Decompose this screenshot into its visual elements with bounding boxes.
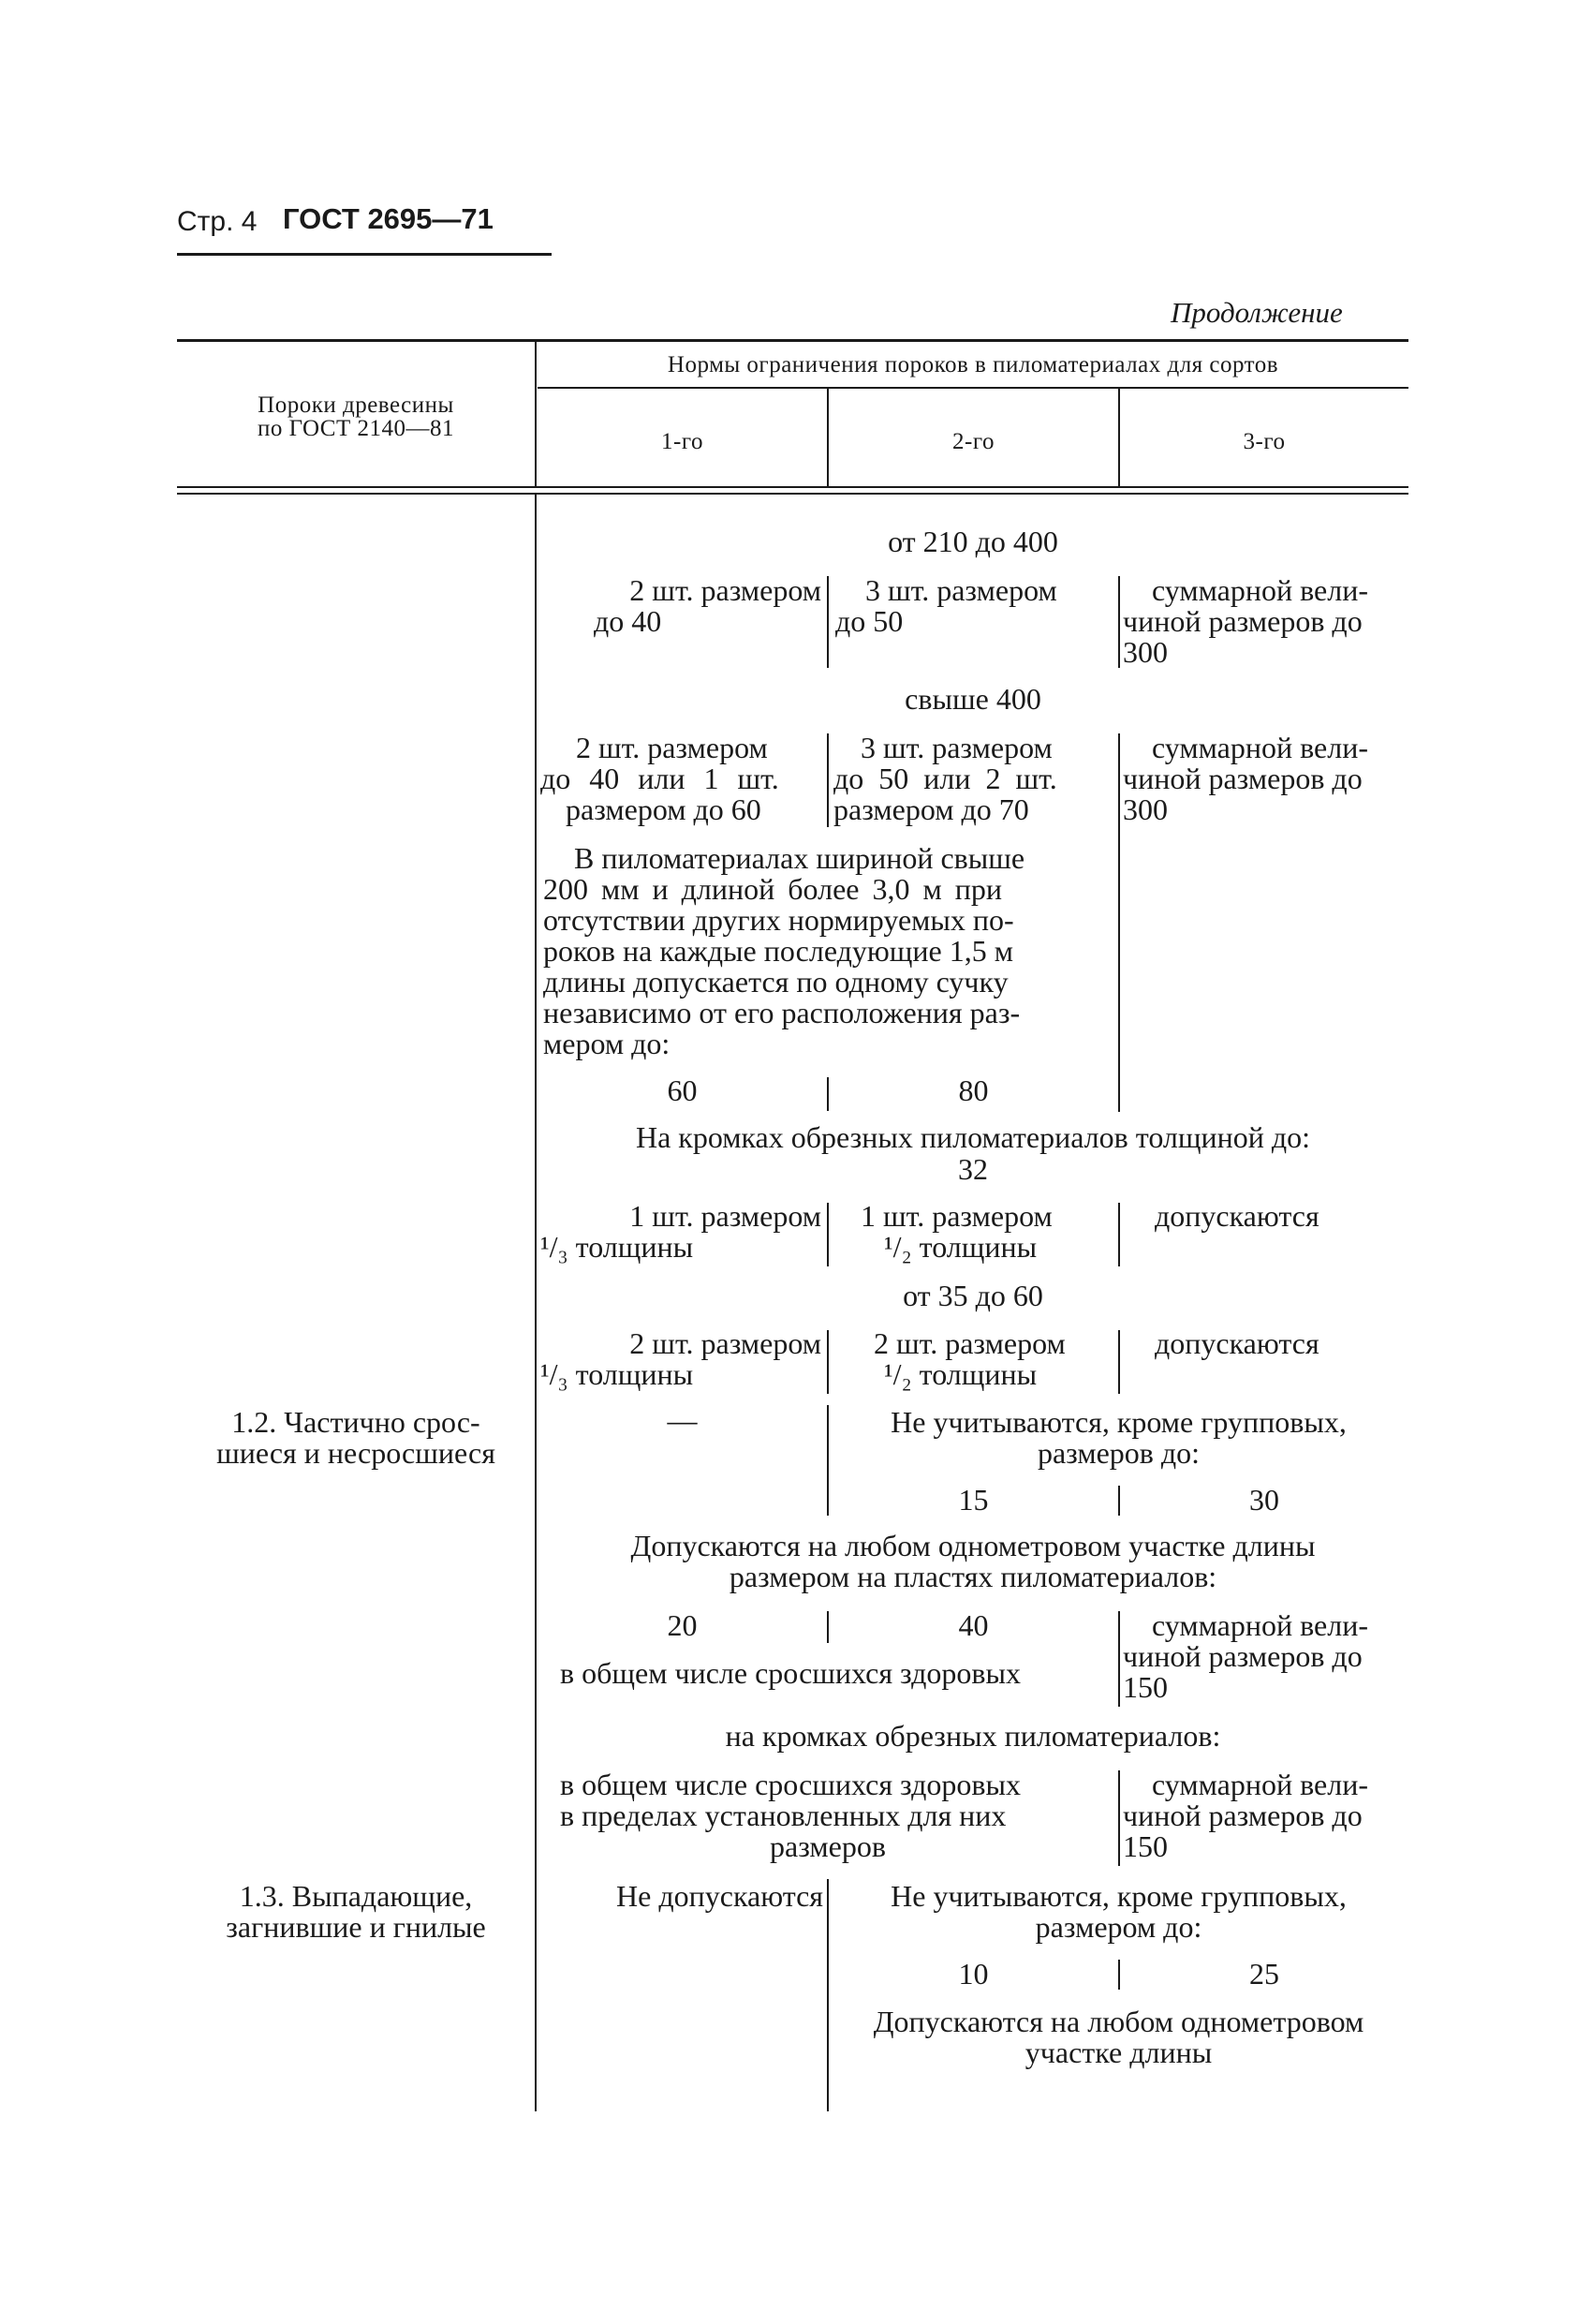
item-1-2-e12-line1: в общем числе сросшихся здоровых <box>560 1768 1021 1801</box>
r4-div-2 <box>1118 1330 1120 1394</box>
item-1-3-v2: 10 <box>958 1957 989 1991</box>
item-1-3-name-line2: загнившие и гнилые <box>226 1910 486 1944</box>
item-1-2-v3: 30 <box>1249 1483 1279 1517</box>
r2-g1-line2: до 40 или 1 шт. <box>540 762 779 795</box>
note-line-4: роков на каждые последующие 1,5 м <box>543 934 1013 968</box>
r3-g1-line2: ¹/₃ толщины <box>540 1230 694 1264</box>
r3-g2-line1: 1 шт. размером <box>861 1199 1053 1233</box>
grade-1-header: 1-го <box>661 429 703 454</box>
item-1-3-v3: 25 <box>1249 1957 1279 1991</box>
item-1-2-e3-line3: 150 <box>1123 1829 1168 1863</box>
page-label: Стр. 4 <box>177 206 258 237</box>
col-divider-main-header <box>535 341 537 486</box>
item-1-3-g23-line1: Не учитываются, кроме групповых, <box>891 1879 1347 1913</box>
r1-g1-line1: 2 шт. размером <box>629 573 821 607</box>
defects-col-header-1: Пороки древесины <box>258 392 454 418</box>
r1-g1-line2: до 40 <box>594 604 662 638</box>
table-top-rule <box>177 339 1408 342</box>
r2-g2-line2: до 50 или 2 шт. <box>833 762 1057 795</box>
r2-div-1 <box>827 733 829 827</box>
col-divider-main-body <box>535 495 537 2111</box>
note-line-5: длины допускается по одному сучку <box>543 965 1009 999</box>
item-1-2-v2: 15 <box>958 1483 989 1517</box>
continuation-label: Продолжение <box>1171 296 1343 329</box>
r3-g1-line1: 1 шт. размером <box>629 1199 821 1233</box>
r1-g2-line2: до 50 <box>835 604 904 638</box>
r4-g1-line1: 2 шт. размером <box>629 1326 821 1360</box>
range-210-400: от 210 до 400 <box>888 525 1058 558</box>
note-line-3: отсутствии других нормируемых по- <box>543 903 1014 937</box>
r4-div-1 <box>827 1330 829 1394</box>
item-1-3-g1: Не допускаются <box>616 1879 823 1913</box>
r1-g2-line1: 3 шт. размером <box>865 573 1057 607</box>
item-1-3-g23-line2: размером до: <box>1035 1910 1202 1944</box>
item-1-3-allowed-line2: участке длины <box>1024 2035 1213 2069</box>
r1-div-1 <box>827 576 829 668</box>
item-1-2-e12-line3: размеров <box>770 1829 886 1863</box>
over-400: свыше 400 <box>905 682 1041 716</box>
header-bottom-rule-2 <box>177 493 1408 495</box>
item-1-2-g1: — <box>667 1403 698 1437</box>
r2-g1-line3: размером до 60 <box>566 792 761 826</box>
item-1-2-a2: 40 <box>958 1608 989 1642</box>
r2-g3-line2: чиной размеров до <box>1123 762 1363 795</box>
r3-div-1 <box>827 1203 829 1266</box>
item-1-2-name-line2: шиеся и несросшиеся <box>216 1436 495 1470</box>
i12-a-div-2 <box>1118 1611 1120 1707</box>
range-35-60: от 35 до 60 <box>903 1279 1043 1312</box>
header-rule <box>177 253 552 256</box>
item-1-2-a3-line2: чиной размеров до <box>1123 1639 1363 1673</box>
r2-g2-line3: размером до 70 <box>833 792 1029 826</box>
header-bottom-rule-1 <box>177 486 1408 488</box>
item-1-2-g23-line2: размеров до: <box>1037 1436 1201 1470</box>
note-line-7: мером до: <box>543 1027 671 1060</box>
note-line-1: В пиломатериалах шириной свыше <box>574 841 1025 875</box>
r1-g3-line2: чиной размеров до <box>1123 604 1363 638</box>
item-1-3-name-line1: 1.3. Выпадающие, <box>239 1879 473 1913</box>
r1-g3-line3: 300 <box>1123 635 1168 669</box>
item-1-2-edges2-title: на кромках обрезных пиломатериалов: <box>725 1719 1221 1753</box>
r3-g2-line2: ¹/₂ толщины <box>884 1230 1038 1264</box>
note-line-2: 200 мм и длиной более 3,0 м при <box>543 872 1002 906</box>
item-1-2-a1: 20 <box>667 1608 698 1642</box>
norms-subrule <box>538 387 1408 389</box>
i12-e-div-2 <box>1118 1770 1120 1866</box>
r2-g3-line1: суммарной вели- <box>1152 731 1368 764</box>
note-g2-value: 80 <box>958 1073 989 1107</box>
item-1-2-allowed-line1: Допускаются на любом однометровом участке длины <box>630 1529 1316 1562</box>
note-g1-value: 60 <box>667 1073 698 1107</box>
r3-div-2 <box>1118 1203 1120 1266</box>
standard-number: ГОСТ 2695—71 <box>283 202 494 235</box>
item-1-2-g23-line1: Не учитываются, кроме групповых, <box>891 1405 1347 1439</box>
item-1-2-e3-line1: суммарной вели- <box>1152 1768 1368 1801</box>
item-1-2-a12-note: в общем числе сросшихся здоровых <box>560 1656 1021 1690</box>
edges-title: На кромках обрезных пиломатериалов толщиной до: <box>635 1120 1311 1154</box>
r1-div-2 <box>1118 576 1120 668</box>
item-1-2-e3-line2: чиной размеров до <box>1123 1799 1363 1832</box>
r2-g2-line1: 3 шт. размером <box>861 731 1053 764</box>
r2-g3-line3: 300 <box>1123 792 1168 826</box>
r2-g1-line1: 2 шт. размером <box>576 731 768 764</box>
defects-col-header-2: по ГОСТ 2140—81 <box>257 416 454 441</box>
item-1-2-allowed-line2: размером на пластях пиломатериалов: <box>729 1560 1217 1593</box>
r4-g1-line2: ¹/₃ толщины <box>540 1357 694 1391</box>
r2-div-2 <box>1118 733 1120 1112</box>
r4-g2-line2: ¹/₂ толщины <box>884 1357 1038 1391</box>
grade-2-header: 2-го <box>952 429 995 454</box>
grade-3-header: 3-го <box>1243 429 1286 454</box>
item-1-3-allowed-line1: Допускаются на любом однометровом <box>873 2005 1364 2038</box>
r4-g2-line1: 2 шт. размером <box>874 1326 1066 1360</box>
r4-g3-value: допускаются <box>1155 1326 1319 1360</box>
item-1-2-a3-line3: 150 <box>1123 1670 1168 1704</box>
item-1-2-a3-line1: суммарной вели- <box>1152 1608 1368 1642</box>
item-1-2-e12-line2: в пределах установленных для них <box>560 1799 1007 1832</box>
norms-header: Нормы ограничения пороков в пиломатериалах для сортов <box>667 352 1279 377</box>
r3-g3-value: допускаются <box>1155 1199 1319 1233</box>
r1-g3-line1: суммарной вели- <box>1152 573 1368 607</box>
item-1-2-name-line1: 1.2. Частично срос- <box>231 1405 480 1439</box>
edges-32: 32 <box>958 1152 988 1186</box>
note-line-6: независимо от его расположения раз- <box>543 996 1021 1029</box>
